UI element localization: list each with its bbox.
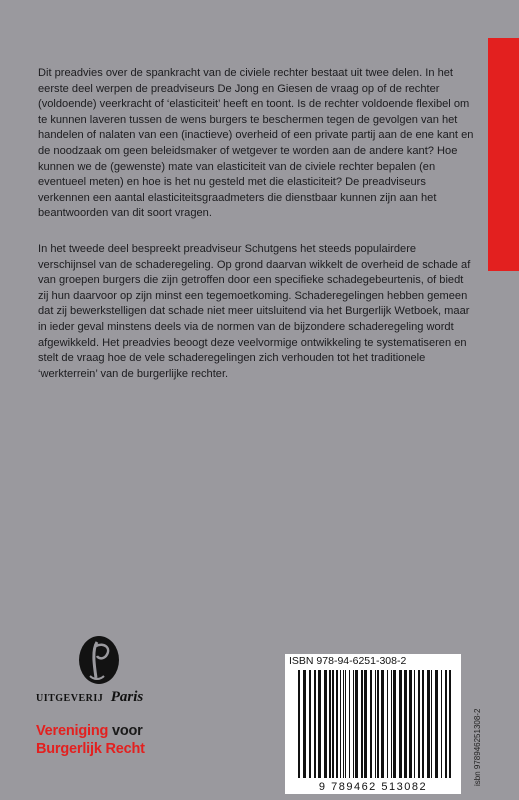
barcode-bar — [387, 670, 388, 778]
barcode-bar — [381, 670, 384, 778]
barcode-bar — [355, 670, 358, 778]
barcode-bar — [324, 670, 327, 778]
barcode-bar — [418, 670, 420, 778]
publisher-name: Paris — [110, 689, 144, 705]
isbn-label: ISBN 978-94-6251-308-2 — [289, 655, 407, 667]
barcode-bar — [391, 670, 392, 778]
barcode-bar — [332, 670, 334, 778]
publisher-logo — [36, 634, 166, 704]
paragraph-1: Dit preadvies over de spankracht van de civiele rechter bestaat uit twee delen. In het eerste deel werpen de preadviseurs De Jong en Giesen de vraag op of de rechter (voldoende) veerkracht of ‘elasticiteit’ heeft en toont. Is de rechter voldoende flexibel om te kunnen laveren tussen de wens burgers te beschermen tegen de gevolgen van het handelen of nalaten van een (inactieve) overheid of een private partij aan de ene kant en de noodzaak om geen beleidsmaker of wetgever te worden aan de andere kant? Hoe kunnen we de (gewenste) mate van elasticiteit van de civiele rechter bepalen (en eventueel meten) en hoe is het nu gesteld met die elasticiteit? De preadviseurs verkennen een aantal elasticiteitsgraadmeters die dienstbaar kunnen zijn aan het beantwoorden van dit soort vragen. — [38, 67, 474, 220]
association-word2: voor — [111, 723, 143, 739]
barcode-digits: 9 789462 513082 — [318, 781, 428, 793]
barcode-bar — [340, 670, 341, 778]
red-accent-strip — [488, 38, 519, 271]
barcode-bar — [441, 670, 442, 778]
barcode-bar — [370, 670, 372, 778]
publisher-brand — [36, 688, 143, 706]
barcode-bar — [393, 670, 396, 778]
barcode-bar — [314, 670, 316, 778]
svg-text:isbn 978946251308-2: isbn 978946251308-2 — [473, 708, 482, 786]
association-logo — [36, 722, 145, 758]
association-line2: Burgerlijk Recht — [36, 741, 145, 757]
barcode-bar — [435, 670, 438, 778]
barcode-bar — [399, 670, 402, 778]
publisher-prefix: UITGEVERIJ — [36, 693, 104, 704]
paragraph-2: In het tweede deel bespreekt preadviseur Schutgens het steeds populairdere verschijnsel van de schaderegeling. Op grond daarvan wikkelt de overheid de schade af van groepen burgers die zijn getroffen door een specifieke schadegebeurtenis, of biedt zij hun daarvoor op zijn minst een tegemoetkoming. Schaderegelingen hebben gemeen dat zij bewerkstelligen dat schade niet meer uitsluitend via het Burgerlijk Wetboek, maar in ieder geval minstens deels via de normen van de bijzondere schaderegeling wordt afgewikkeld. Het preadvies beoogt deze veelvormige ontwikkeling te systematiseren en stelt de vraag hoe de vele schaderegelingen zich verhouden tot het traditionele ‘werkterrein’ van de burgerlijke rechter. — [38, 242, 471, 380]
barcode-bar — [377, 670, 379, 778]
barcode-bar — [445, 670, 447, 778]
barcode-bar — [364, 670, 367, 778]
barcode-bar — [336, 670, 338, 778]
isbn-vertical — [470, 650, 484, 790]
back-cover-text — [38, 66, 475, 402]
barcode-bar — [309, 670, 311, 778]
barcode-bar — [353, 670, 354, 778]
barcode-bar — [409, 670, 412, 778]
barcode-bar — [414, 670, 415, 778]
barcode-bar — [361, 670, 363, 778]
barcode-bar — [349, 670, 350, 778]
publisher-emblem-icon — [74, 634, 124, 686]
association-word1: Vereniging — [36, 723, 109, 739]
barcode-bar — [343, 670, 344, 778]
barcode-bar — [318, 670, 321, 778]
barcode-bar — [345, 670, 346, 778]
barcode-bar — [404, 670, 407, 778]
barcode-bar — [298, 670, 300, 778]
barcode-bar — [375, 670, 376, 778]
barcode-bar — [422, 670, 424, 778]
barcode-bar — [303, 670, 306, 778]
barcode-icon — [296, 670, 456, 780]
barcode-bar — [329, 670, 331, 778]
barcode-bar — [431, 670, 432, 778]
barcode-bar — [449, 670, 451, 778]
barcode-bar — [427, 670, 430, 778]
